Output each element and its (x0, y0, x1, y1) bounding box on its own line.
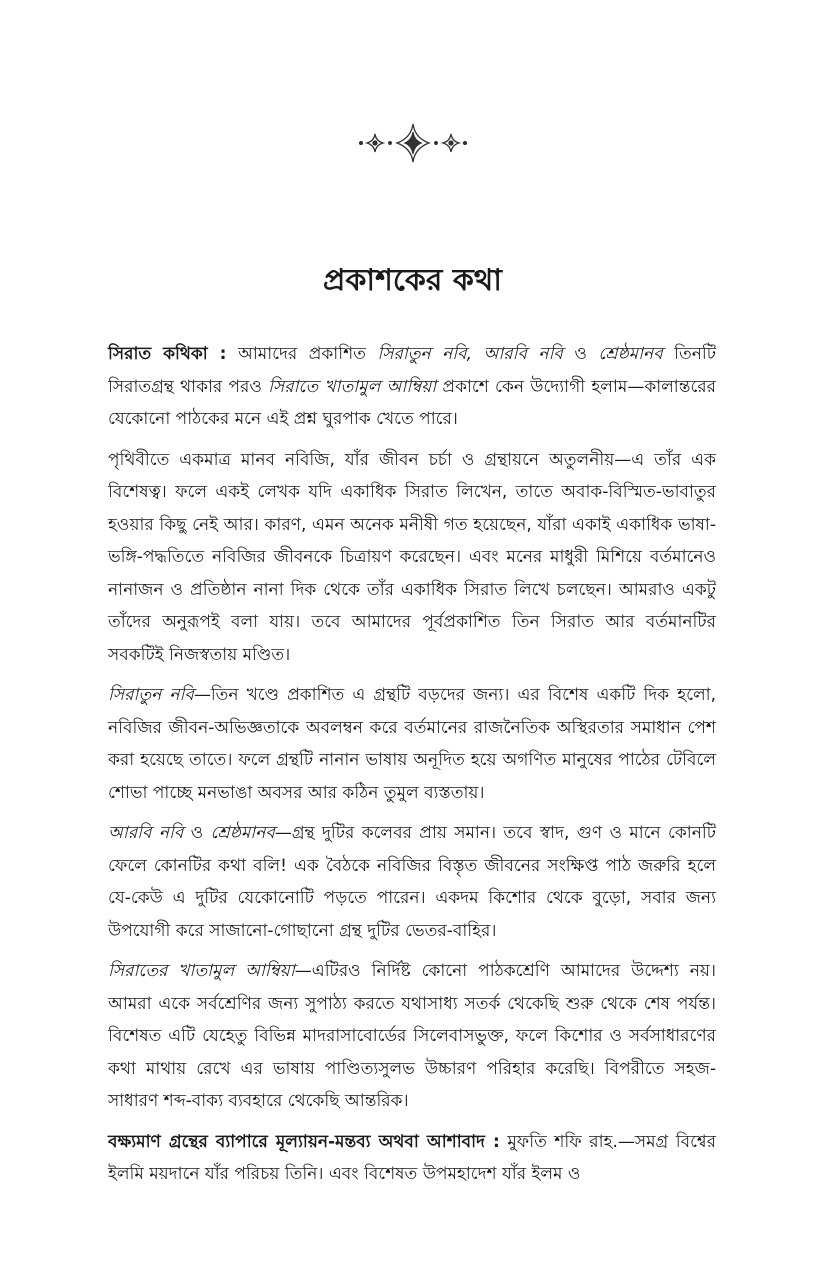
text-span: —এটিরও নির্দিষ্ট কোনো পাঠকশ্রেণি আমাদের উদ্দেশ্য নয়। আমরা একে সর্বশ্রেণির জন্য সুপাঠ্য করতে যথাসাধ্য সতর্ক থেকেছি শুরু থেকে শেষ পর্যন্ত। বিশেষত এটি যেহেতু বিভিন্ন মাদরাসাবোর্ডের সিলেবাসভুক্ত, ফলে কিশোর ও সর্বসাধারণের কথা মাথায় রেখে এর ভাষায় পাণ্ডিত্যসুলভ উচ্চারণ পরিহার করেছি। বিপরীতে সহজ-সাধারণ শব্দ-বাক্য ব্যবহারে থেকেছি আন্তরিক। (108, 961, 716, 1111)
text-span: ও (183, 823, 211, 843)
book-title: সিরাতে খাতামুল আম্বিয়া (268, 376, 437, 397)
paragraph-khatamul-ambiya (108, 955, 716, 1118)
book-title: আরবি নবি (108, 823, 184, 843)
text-span: —তিন খণ্ডে প্রকাশিত এ গ্রন্থটি বড়দের জন্য। এর বিশেষ একটি দিক হলো, নবিজির জীবন-অভিজ্ঞতাকে অবলম্বন করে বর্তমানের রাজনৈতিক অস্থিরতার সমাধান পেশ করা হয়েছে তাতে। ফলে গ্রন্থটি নানান ভাষায় অনূদিত হয়ে অগণিত মানুষের পাঠের টেবিলে শোভা পাচ্ছে মনভাঙা অবসর আর কঠিন তুমুল ব্যস্ততায়। (108, 685, 716, 803)
book-title: সিরাতুন নবি (108, 685, 194, 705)
body-text (108, 338, 716, 1199)
paragraph-uniqueness: পৃথিবীতে একমাত্র মানব নবিজি, যাঁর জীবন চর্চা ও গ্রন্থায়নে অতুলনীয়—এ তাঁর এক বিশেষত্ব। ফলে একই লেখক যদি একাধিক সিরাত লিখেন, তাতে অবাক-বিস্মিত-ভাবাতুর হওয়ার কিছু নেই আর। কারণ, এমন অনেক মনীষী গত হয়েছেন, যাঁরা একাই একাধিক ভাষা-ভঙ্গি-পদ্ধতিতে নবিজির জীবনকে চিত্রায়ণ করেছেন। এবং মনের মাধুরী মিশিয়ে বর্তমানেও নানাজন ও প্রতিষ্ঠান নানা দিক থেকে তাঁর একাধিক সিরাত লিখে চলছেন। আমরাও একটু তাঁদের অনুরূপই বলা যায়। তবে আমাদের পূর্বপ্রকাশিত তিন সিরাত আর বর্তমানটির সবকটিই নিজস্বতায় মণ্ডিত। (108, 449, 716, 665)
text-span: —গ্রন্থ দুটির কলেবর প্রায় সমান। তবে স্বাদ, গুণ ও মানে কোনটি ফেলে কোনটির কথা বলি! এক বৈঠকে নবিজির বিস্তৃত জীবনের সংক্ষিপ্ত পাঠ জরুরি হলে যে-কেউ এ দুটির যেকোনোটি পড়তে পারেন। একদম কিশোর থেকে বুড়ো, সবার জন্য উপযোগী করে সাজানো-গোছানো গ্রন্থ দুটির ভেতর-বাহির। (108, 823, 716, 941)
text-span: তিনটি সিরাতগ্রন্থ থাকার পরও (108, 344, 717, 397)
paragraph-evaluation (108, 1126, 716, 1191)
star-ornament-icon (353, 118, 473, 168)
page-title: প্রকাশকের কথা (323, 263, 502, 298)
text-span: মুফতি শফি রাহ.—সমগ্র বিশ্বের ইলমি ময়দানে যাঁর পরিচয় তিনি। এবং বিশেষত উপমহাদেশ যাঁর ইলম ও (108, 1131, 716, 1184)
text-span: প্রকাশে কেন উদ্যোগী হলাম—কালান্তরের যেকোনো পাঠকের মনে এই প্রশ্ন ঘুরপাক খেতে পারে। (108, 376, 716, 429)
star-ornament (0, 118, 825, 168)
paragraph-sirat-kothika (108, 338, 716, 436)
book-title: সিরাতের খাতামুল আম্বিয়া (108, 961, 295, 981)
paragraph-arabi-nabi (108, 817, 716, 947)
paragraph-lead: বক্ষ্যমাণ গ্রন্থের ব্যাপারে মূল্যায়ন-মন্তব্য অথবা আশাবাদ : (108, 1131, 500, 1152)
book-title: সিরাতুন নবি, আরবি নবি (377, 344, 563, 364)
paragraph-lead: সিরাত কথিকা : (108, 344, 227, 364)
paragraph-siratun-nabi (108, 679, 716, 809)
book-title: শ্রেষ্ঠমানব (210, 823, 275, 843)
text-span: আমাদের প্রকাশিত (226, 344, 378, 364)
book-title: শ্রেষ্ঠমানব (598, 344, 663, 364)
text-span: ও (562, 344, 599, 364)
